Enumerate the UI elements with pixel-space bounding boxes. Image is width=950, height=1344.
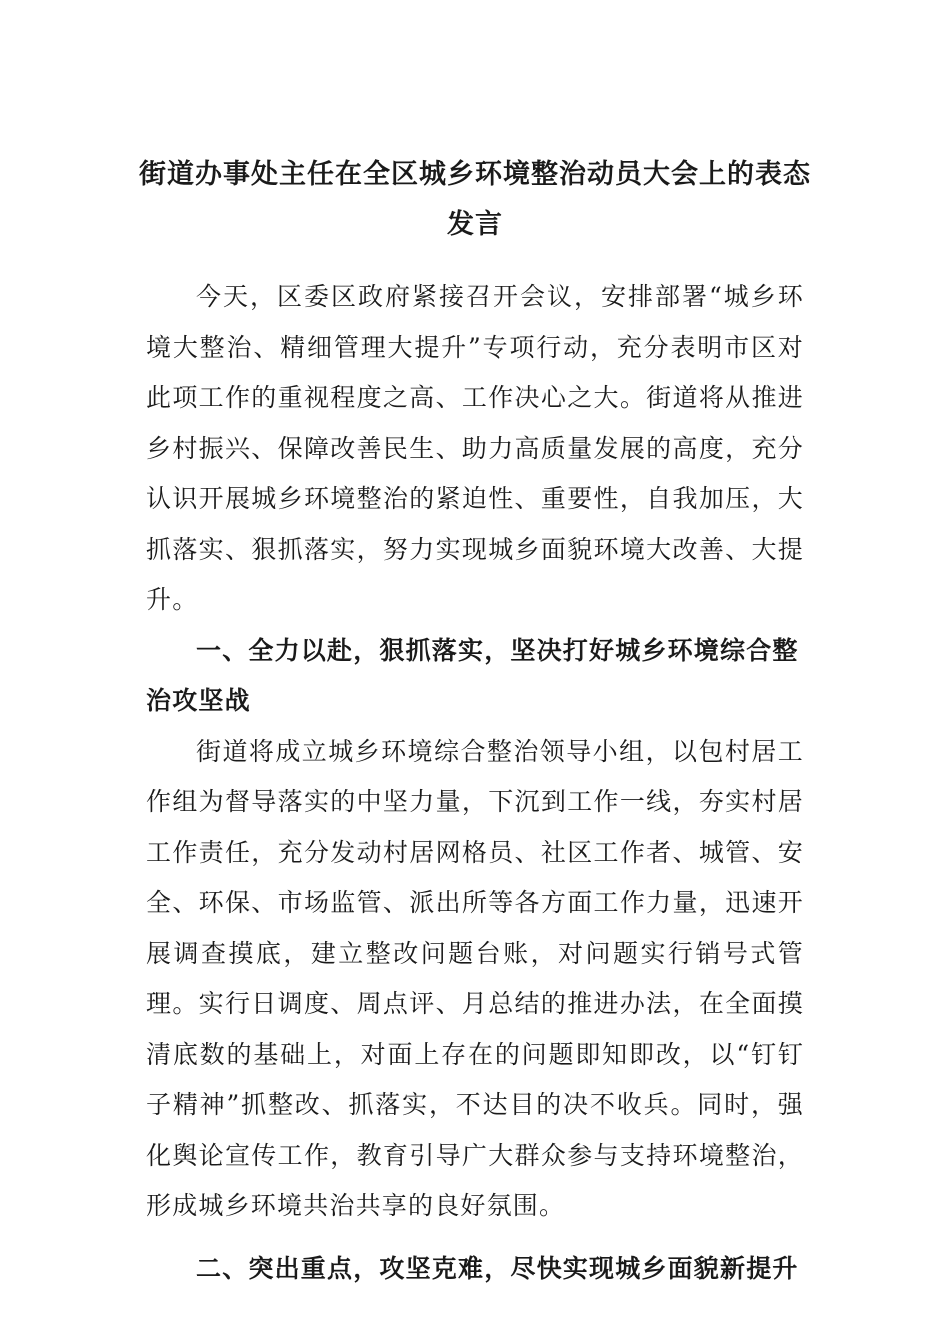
section-2-heading: 二、突出重点，攻坚克难，尽快实现城乡面貌新提升 — [196, 1253, 799, 1283]
document-page — [139, 150, 811, 1294]
document-title: 街道办事处主任在全区城乡环境整治动员大会上的表态发言 — [139, 159, 811, 240]
section-1-paragraph: 街道将成立城乡环境综合整治领导小组，以包村居工作组为督导落实的中坚力量，下沉到工作一线，夯实村居工作责任，充分发动村居网格员、社区工作者、城管、安全、环保、市场监管、派出所等各方面工作力量，迅速开展调查摸底，建立整改问题台账，对问题实行销号式管理。实行日调度、周点评、月总结的推进办法，在全面摸清底数的基础上，对面上存在的问题即知即改，以“钉钉子精神”抓整改、抓落实，不达目的决不收兵。同时，强化舆论宣传工作，教育引导广大群众参与支持环境整治，形成城乡环境共治共享的良好氛围。 — [146, 736, 804, 1220]
intro-paragraph: 今天，区委区政府紧接召开会议，安排部署“城乡环境大整治、精细管理大提升”专项行动，充分表明市区对此项工作的重视程度之高、工作决心之大。街道将从推进乡村振兴、保障改善民生、助力高质量发展的高度，充分认识开展城乡环境整治的紧迫性、重要性，自我加压，大抓落实、狠抓落实，努力实现城乡面貌环境大改善、大提升。 — [146, 282, 804, 614]
section-1-heading: 一、全力以赴，狠抓落实，坚决打好城乡环境综合整治攻坚战 — [146, 635, 799, 715]
